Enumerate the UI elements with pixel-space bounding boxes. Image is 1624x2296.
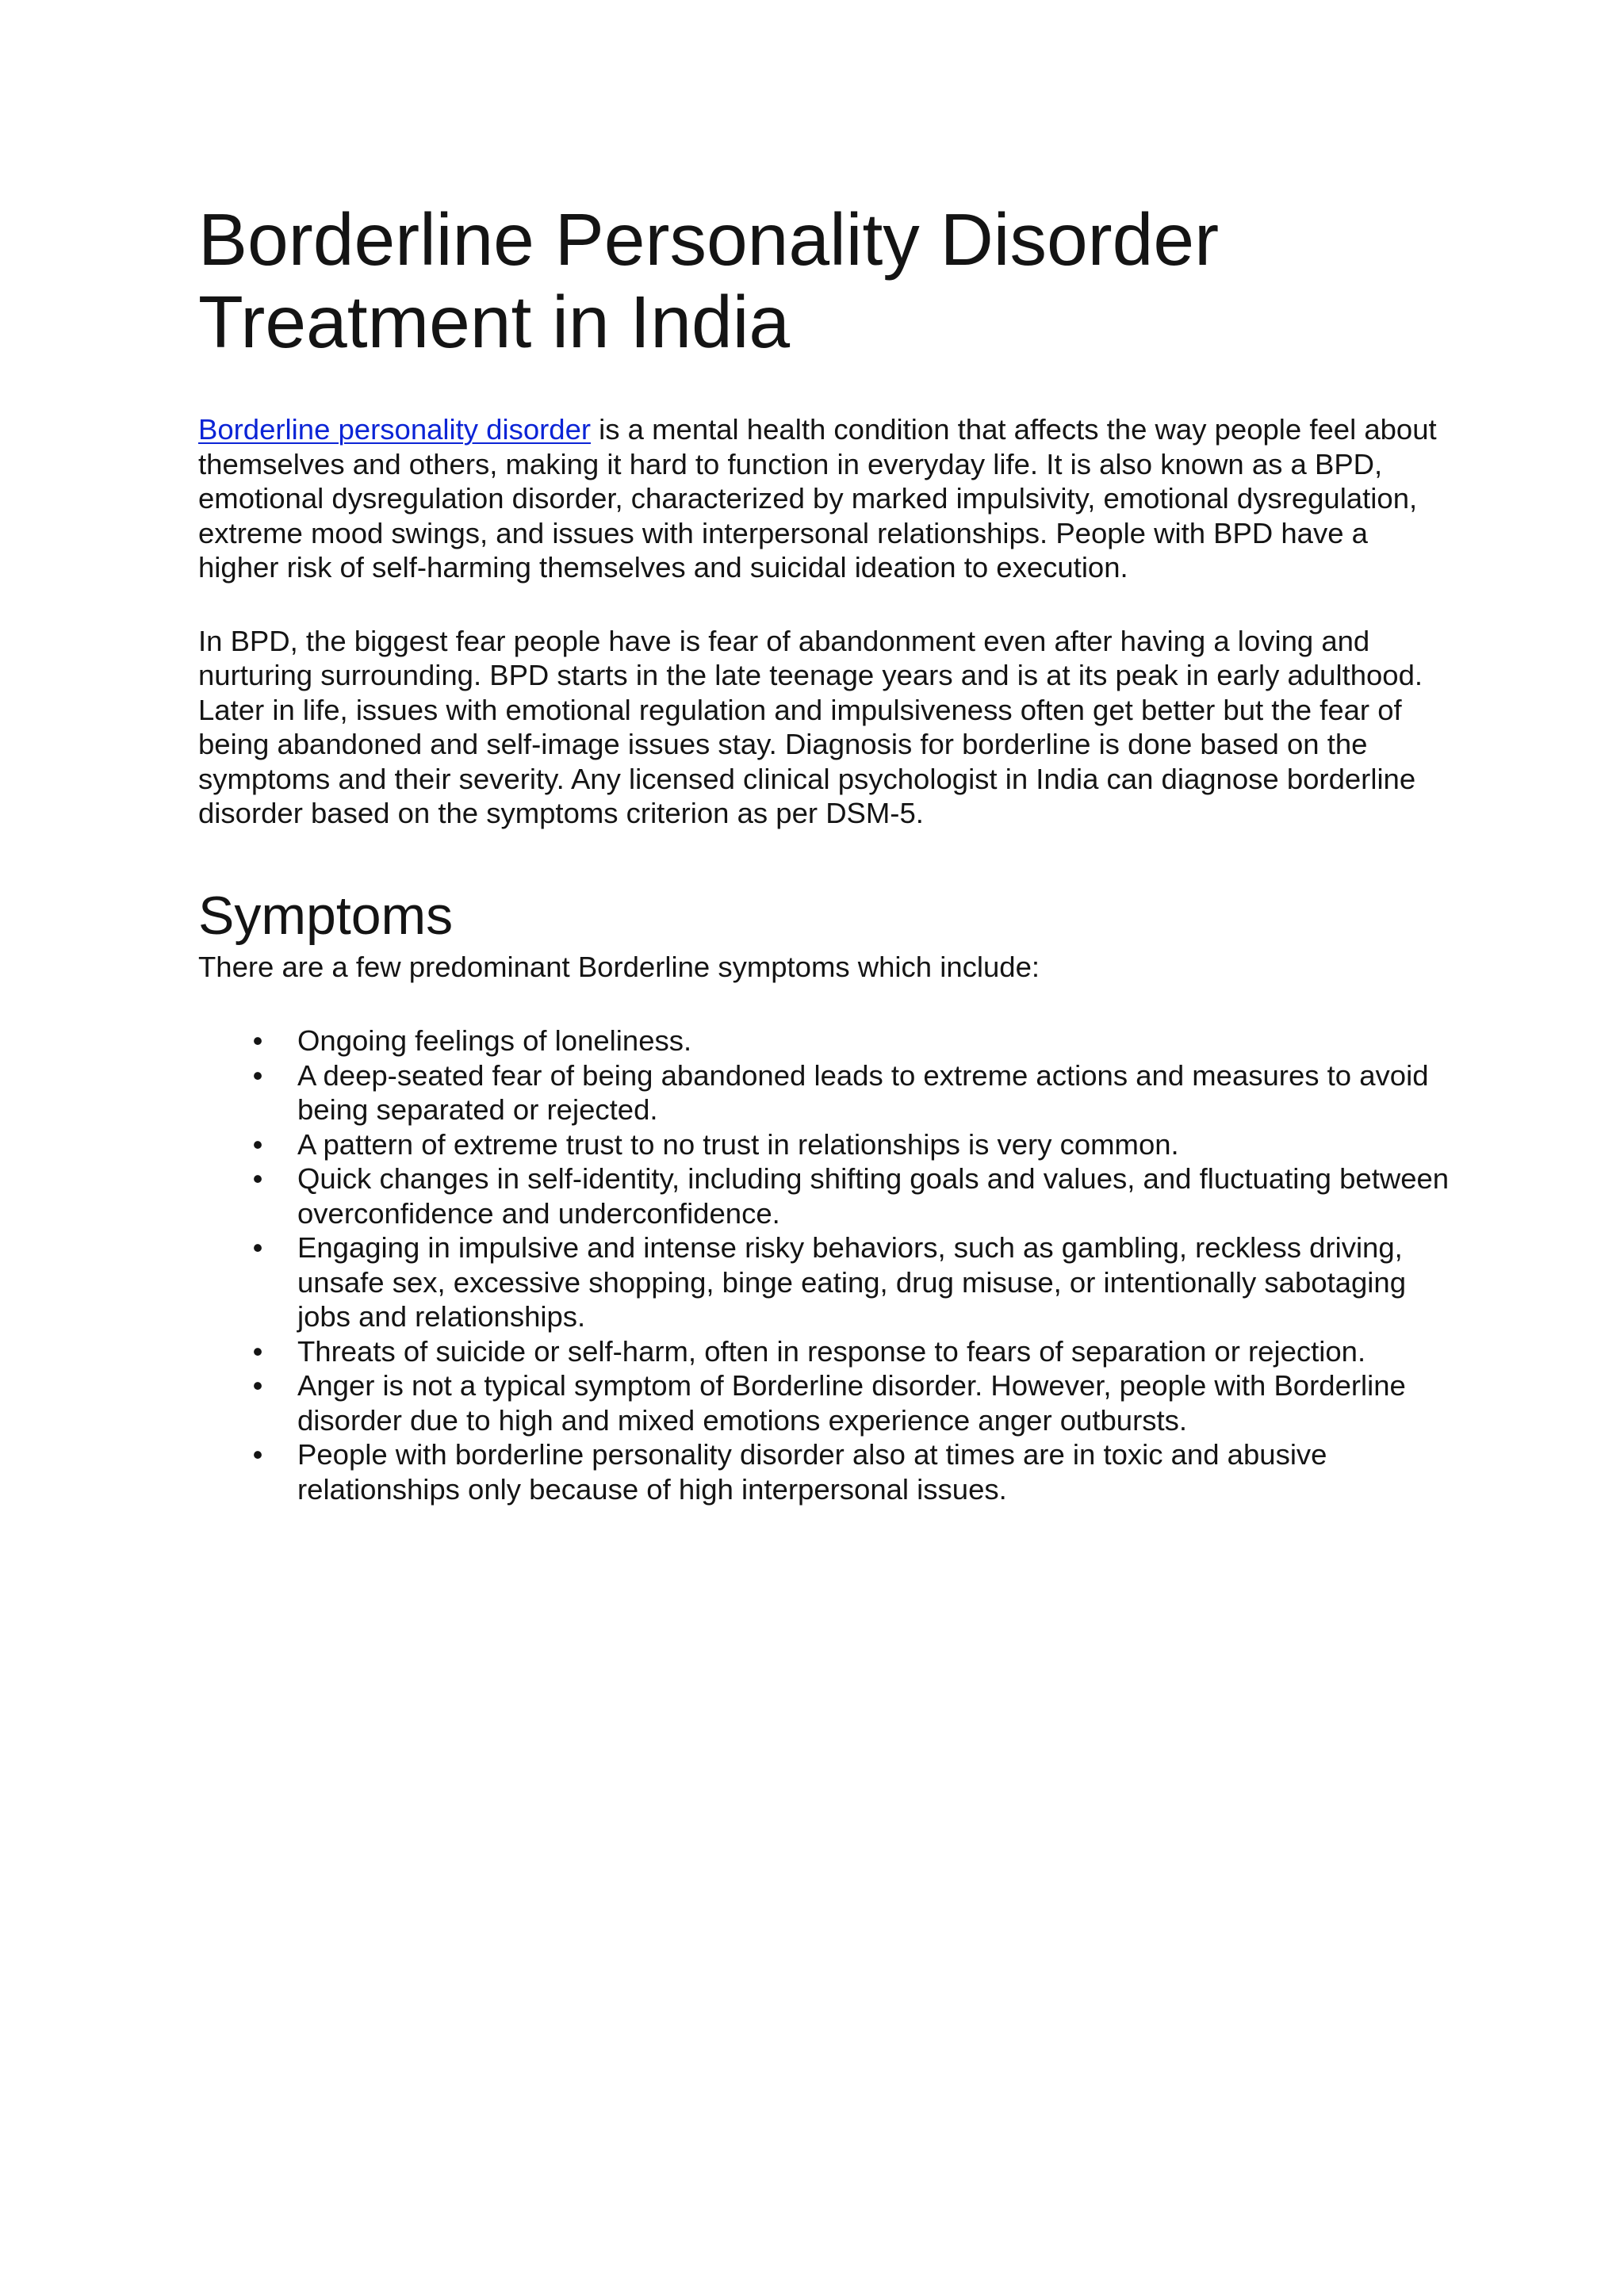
bullet-icon: • <box>252 1024 263 1057</box>
symptom-item <box>198 1334 1451 1369</box>
symptom-item <box>198 1230 1451 1334</box>
bullet-icon: • <box>252 1231 263 1264</box>
symptom-text: Anger is not a typical symptom of Borderline disorder. However, people with Borderline disorder due to high and mixed emotions experience anger outbursts. <box>297 1369 1406 1437</box>
page-title <box>198 198 1451 363</box>
fear-paragraph: In BPD, the biggest fear people have is fear of abandonment even after having a loving and nurturing surrounding. BPD starts in the late teenage years and is at its peak in early adulthood. Later in life, issues with emotional regulation and impulsiveness often get better but the fear of being abandoned and self-image issues stay. Diagnosis for borderline is done based on the symptoms and their severity. Any licensed clinical psychologist in India can diagnose borderline disorder based on the symptoms criterion as per DSM-5. <box>198 624 1423 829</box>
symptom-text: Quick changes in self-identity, including shifting goals and values, and fluctuating between overconfidence and underconfidence. <box>297 1162 1450 1230</box>
symptom-text: Engaging in impulsive and intense risky behaviors, such as gambling, reckless driving, unsafe sex, excessive shopping, binge eating, drug misuse, or intentionally sabotaging jobs and relationships. <box>297 1231 1407 1333</box>
symptom-item <box>198 1024 1451 1058</box>
symptom-item <box>198 1368 1451 1437</box>
bullet-icon: • <box>252 1162 263 1195</box>
symptoms-heading: Symptoms <box>198 885 454 946</box>
symptom-item <box>198 1127 1451 1162</box>
document-page <box>198 198 1451 1506</box>
bullet-icon: • <box>252 1369 263 1402</box>
intro-paragraph <box>198 412 1451 585</box>
symptom-item <box>198 1058 1451 1127</box>
bullet-icon: • <box>252 1127 263 1161</box>
symptom-text: Threats of suicide or self-harm, often in response to fears of separation or rejection. <box>297 1334 1366 1368</box>
bullet-icon: • <box>252 1438 263 1471</box>
bullet-icon: • <box>252 1334 263 1368</box>
symptoms-list <box>198 1024 1451 1506</box>
title-line-1: Borderline Personality Disorder <box>198 198 1220 281</box>
symptoms-intro: There are a few predominant Borderline symptoms which include: <box>198 950 1040 983</box>
symptom-item <box>198 1161 1451 1230</box>
intro-paragraph-text: is a mental health condition that affects the way people feel about themselves and others, making it hard to function in everyday life. It is also known as a BPD, emotional dysregulation disorder, characterized by marked impulsivity, emotional dysregulation, extreme mood swings, and issues with interpersonal relationships. People with BPD have a higher risk of self-harming themselves and suicidal ideation to execution. <box>198 413 1437 584</box>
symptom-text: People with borderline personality disorder also at times are in toxic and abusive relationships only because of high interpersonal issues. <box>297 1438 1327 1506</box>
symptom-text: A pattern of extreme trust to no trust in relationships is very common. <box>297 1127 1179 1161</box>
symptom-item <box>198 1437 1451 1506</box>
bullet-icon: • <box>252 1058 263 1092</box>
symptom-text: Ongoing feelings of loneliness. <box>297 1024 692 1057</box>
title-line-2: Treatment in India <box>198 281 791 363</box>
bpd-link[interactable]: Borderline personality disorder <box>198 413 592 446</box>
symptom-text: A deep-seated fear of being abandoned leads to extreme actions and measures to avoid being separated or rejected. <box>297 1058 1429 1126</box>
